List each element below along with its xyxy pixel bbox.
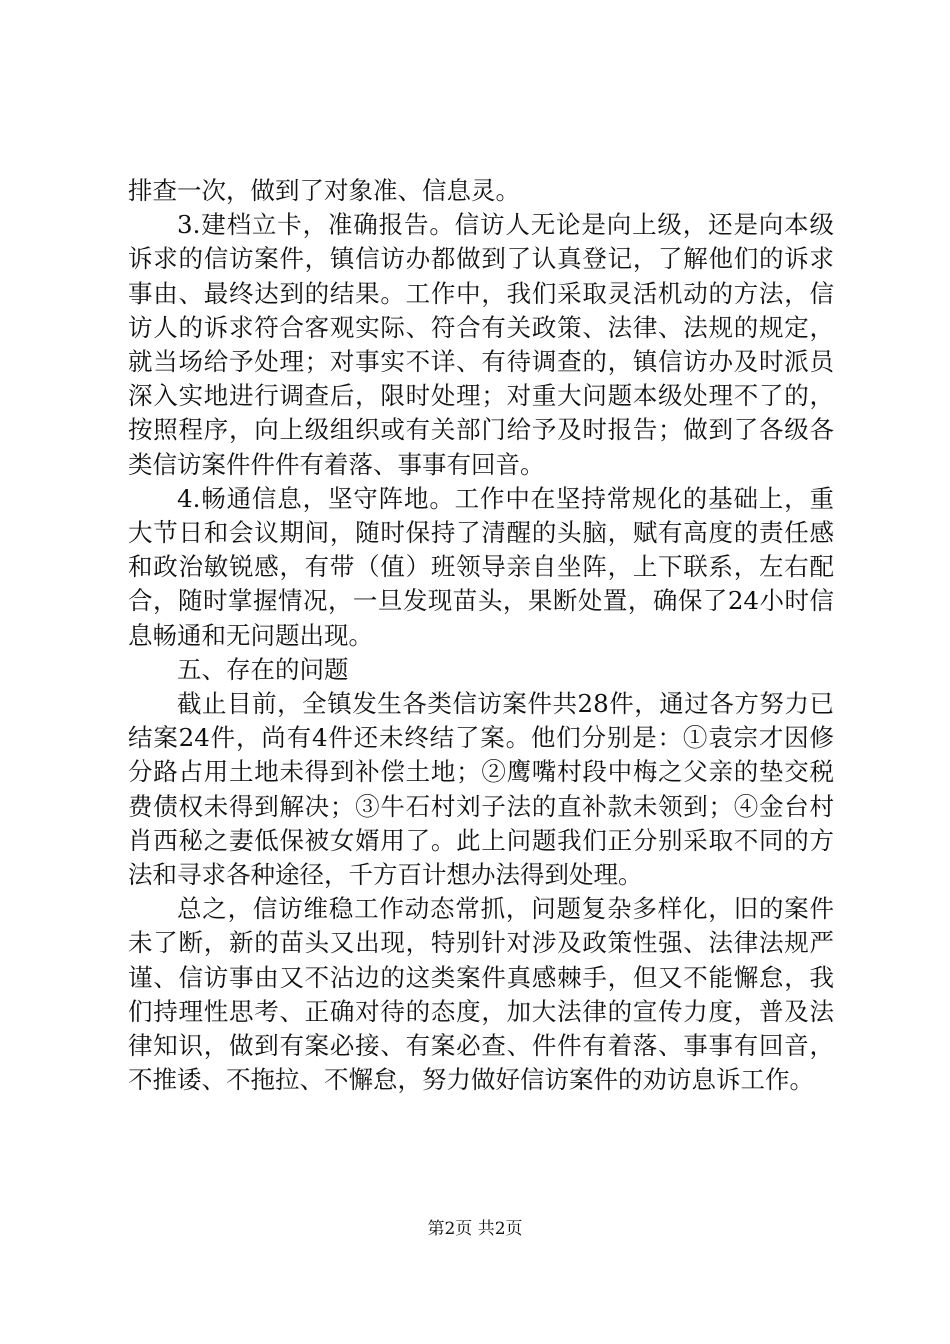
paragraph-1: 排查一次，做到了对象准、信息灵。 — [128, 176, 520, 205]
paragraph-3: 4.畅通信息，坚守阵地。工作中在坚持常规化的基础上，重大节日和会议期间，随时保持了清醒的头脑，赋有高度的责任感和政治敏锐感，有带（值）班领导亲自坐阵，上下联系，左右配合，随时掌握情况，一旦发现苗头，果断处置，确保了24小时信息畅通和无问题出现。 — [128, 483, 834, 650]
page-footer: 第2页 共2页 — [427, 1219, 523, 1239]
paragraph-2: 3.建档立卡，准确报告。信访人无论是向上级，还是向本级诉求的信访案件，镇信访办都做到了认真登记，了解他们的诉求事由、最终达到的结果。工作中，我们采取灵活机动的方法，信访人的诉求符合客观实际、符合有关政策、法律、法规的规定，就当场给予处理；对事实不详、有待调查的，镇信访办及时派员深入实地进行调查后，限时处理；对重大问题本级处理不了的，按照程序，向上级组织或有关部门给予及时报告；做到了各级各类信访案件件件有着落、事事有回音。 — [128, 210, 834, 479]
document-body — [128, 174, 834, 1097]
paragraph-5: 总之，信访维稳工作动态常抓，问题复杂多样化，旧的案件未了断，新的苗头又出现，特别针对涉及政策性强、法律法规严谨、信访事由又不沾边的这类案件真感棘手，但又不能懈怠，我们持理性思考、正确对待的态度，加大法律的宣传力度，普及法律知识，做到有案必接、有案必查、件件有着落、事事有回音，不推诿、不拖拉、不懈怠，努力做好信访案件的劝访息诉工作。 — [128, 894, 834, 1095]
paragraph-4: 截止目前，全镇发生各类信访案件共28件，通过各方努力已结案24件，尚有4件还未终结了案。他们分别是：①袁宗才因修分路占用土地未得到补偿土地；②鹰嘴村段中梅之父亲的垫交税费债权未得到解决；③牛石村刘子法的直补款未领到；④金台村肖西秘之妻低保被女婿用了。此上问题我们正分别采取不同的方法和寻求各种途径，千方百计想办法得到处理。 — [128, 689, 834, 890]
section-heading: 五、存在的问题 — [177, 654, 349, 684]
